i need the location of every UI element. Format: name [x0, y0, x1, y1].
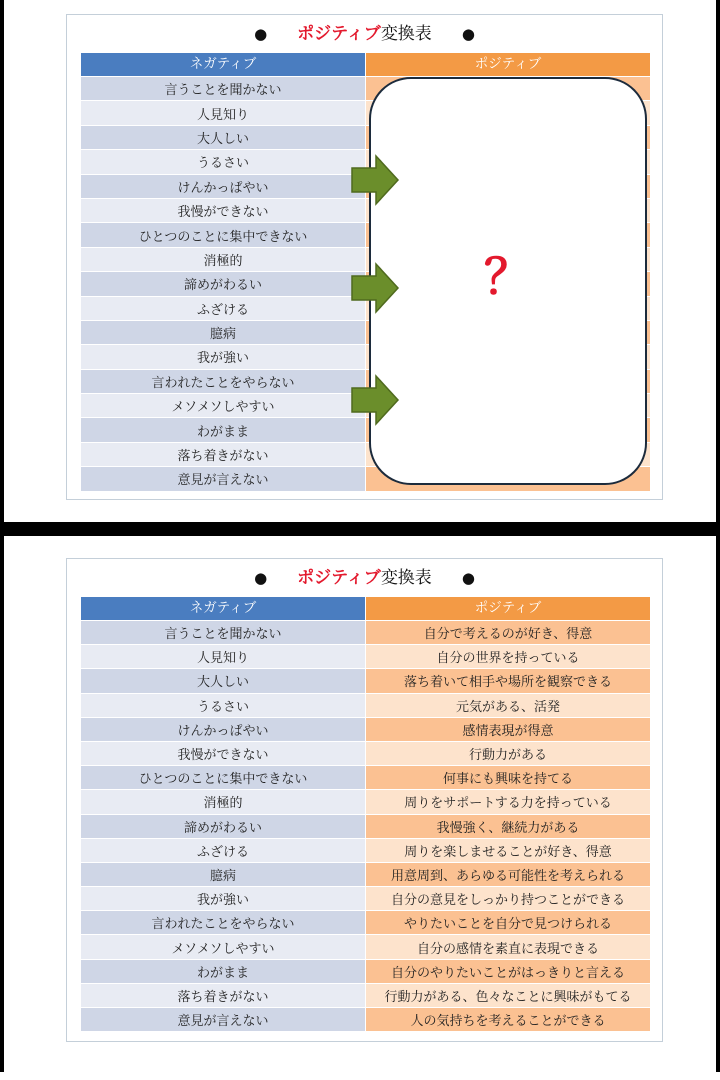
table-row [81, 669, 650, 692]
negative-cell: 言われたことをやらない [81, 370, 365, 393]
positive-cell: 何事にも興味を持てる [366, 766, 650, 789]
table-row [81, 621, 650, 644]
positive-cell: やりたいことを自分で見つけられる [366, 911, 650, 934]
positive-cell: 人の気持ちを考えることができる [366, 1008, 650, 1031]
negative-cell: うるさい [81, 150, 365, 173]
bullet-icon: ● [461, 25, 475, 43]
table-row [81, 742, 650, 765]
positive-cell: 行動力がある [366, 742, 650, 765]
table-row [81, 694, 650, 717]
table-row [81, 718, 650, 741]
right-arrow-icon [350, 374, 400, 426]
table-row [81, 960, 650, 983]
bottom-table-body [81, 621, 650, 1031]
top-table-header [81, 53, 650, 76]
bullet-icon: ● [254, 25, 268, 43]
bottom-card [66, 558, 663, 1042]
positive-cell: 感情表現が得意 [366, 718, 650, 741]
negative-cell: ひとつのことに集中できない [81, 223, 365, 246]
negative-cell: 意見が言えない [81, 467, 365, 490]
positive-cell: 元気がある、活発 [366, 694, 650, 717]
negative-cell: 言うことを聞かない [81, 621, 365, 644]
header-negative: ネガティブ [81, 53, 365, 76]
positive-cell: 周りをサポートする力を持っている [366, 790, 650, 813]
table-row [81, 766, 650, 789]
table-row [81, 839, 650, 862]
table-row [81, 815, 650, 838]
bullet-icon: ● [461, 569, 475, 587]
negative-cell: 言われたことをやらない [81, 911, 365, 934]
header-positive: ポジティブ [366, 53, 650, 76]
top-slide [4, 0, 716, 522]
question-mark-icon: ？ [483, 249, 532, 305]
negative-cell: わがまま [81, 960, 365, 983]
top-title-accent: ポジティブ [297, 24, 381, 44]
positive-cell: 用意周到、あらゆる可能性を考えられる [366, 863, 650, 886]
negative-cell: 人見知り [81, 645, 365, 668]
negative-cell: 消極的 [81, 790, 365, 813]
negative-cell: ふざける [81, 297, 365, 320]
negative-cell: 大人しい [81, 126, 365, 149]
next-slide-edge [0, 1072, 720, 1080]
negative-cell: 落ち着きがない [81, 443, 365, 466]
table-row [81, 984, 650, 1007]
table-row [81, 935, 650, 958]
table-row [81, 863, 650, 886]
negative-cell: 落ち着きがない [81, 984, 365, 1007]
table-row [81, 790, 650, 813]
negative-cell: ひとつのことに集中できない [81, 766, 365, 789]
positive-cell: 自分の意見をしっかり持つことができる [366, 887, 650, 910]
bullet-icon: ● [254, 569, 268, 587]
positive-cell: 我慢強く、継続力がある [366, 815, 650, 838]
negative-cell: 意見が言えない [81, 1008, 365, 1031]
table-row [81, 645, 650, 668]
table-row [81, 887, 650, 910]
positive-cell: 自分のやりたいことがはっきりと言える [366, 960, 650, 983]
right-arrow-icon [350, 262, 400, 314]
bottom-title-accent: ポジティブ [297, 568, 381, 588]
negative-cell: 我が強い [81, 887, 365, 910]
negative-cell: 言うことを聞かない [81, 77, 365, 100]
negative-cell: 消極的 [81, 248, 365, 271]
negative-cell: 我が強い [81, 345, 365, 368]
negative-cell: わがまま [81, 418, 365, 441]
positive-cell: 周りを楽しませることが好き、得意 [366, 839, 650, 862]
bottom-title [67, 565, 662, 591]
positive-cell: 自分の世界を持っている [366, 645, 650, 668]
negative-cell: 臆病 [81, 863, 365, 886]
bottom-table [81, 597, 650, 1031]
positive-cell: 自分の感情を素直に表現できる [366, 935, 650, 958]
negative-cell: 諦めがわるい [81, 815, 365, 838]
negative-cell: けんかっぱやい [81, 175, 365, 198]
right-arrow-icon [350, 154, 400, 206]
negative-cell: けんかっぱやい [81, 718, 365, 741]
header-positive: ポジティブ [366, 597, 650, 620]
negative-cell: 人見知り [81, 101, 365, 124]
negative-cell: うるさい [81, 694, 365, 717]
positive-cell: 自分で考えるのが好き、得意 [366, 621, 650, 644]
header-negative: ネガティブ [81, 597, 365, 620]
answer-placeholder-box [369, 77, 647, 485]
table-row [81, 911, 650, 934]
negative-cell: メソメソしやすい [81, 935, 365, 958]
negative-cell: 臆病 [81, 321, 365, 344]
top-title-rest: 変換表 [380, 24, 432, 44]
negative-cell: メソメソしやすい [81, 394, 365, 417]
negative-cell: 諦めがわるい [81, 272, 365, 295]
positive-cell: 落ち着いて相手や場所を観察できる [366, 669, 650, 692]
negative-cell: 大人しい [81, 669, 365, 692]
bottom-title-rest: 変換表 [380, 568, 432, 588]
negative-cell: 我慢ができない [81, 199, 365, 222]
negative-cell: 我慢ができない [81, 742, 365, 765]
table-row [81, 1008, 650, 1031]
positive-cell: 行動力がある、色々なことに興味がもてる [366, 984, 650, 1007]
top-title [67, 21, 662, 47]
bottom-slide [4, 536, 716, 1072]
negative-cell: ふざける [81, 839, 365, 862]
bottom-table-header [81, 597, 650, 620]
